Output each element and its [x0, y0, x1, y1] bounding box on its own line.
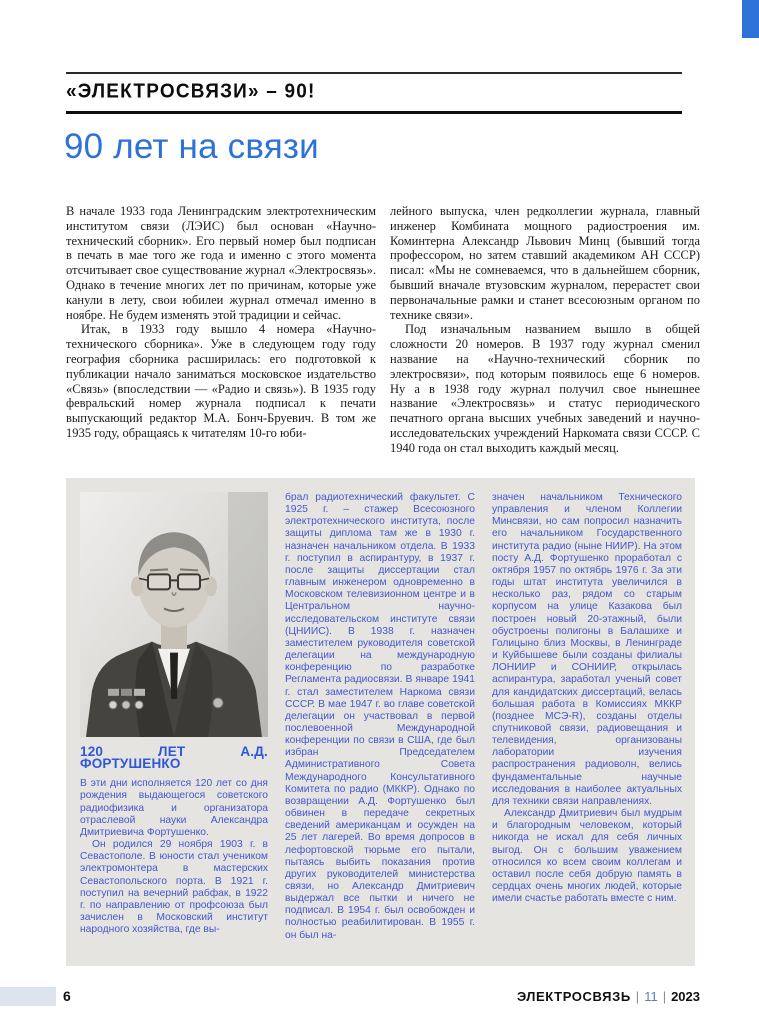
- article-column-right: [390, 204, 700, 456]
- footer-page-number: 6: [63, 988, 71, 1004]
- infobox-paragraph: брал радиотехнический факультет. С 1925 г. – стажер Всесоюзного электротехнического института, после защиты диплома там же в 1930 г. назначен начальником отдела. В 1933 г. поступил в аспирантуру, в 1937 г. после защиты диссертации стал главным инженером одновременно в Московском телевизионном центре и в Центральном научно-исследовательском институте связи (ЦНИИС). В 1938 г. назначен заместителем руководителя советской делегации на международную конференцию по разработке Регламента радиосвязи. В январе 1941 г. стал заместителем Наркома связи СССР. В мае 1947 г. во главе советской делегации он участвовал в первой послевоенной Международной конференции по связи в США, где был избран Председателем Административного Совета Международного Консультативного Комитета по радио (МККР). Однако по возвращении А.Д. Фортушенко был обвинен в передаче секретных сведений американцам и осужден на 25 лет лагерей. Во время допросов в лефортовской тюрьме его пытали, пытаясь выбить показания против других руководителей министерства связи, но Александр Дмитриевич выдержал все пытки и ничего не подписал. В 1954 г. был освобожден и полностью реабилитирован. В 1955 г. он был на-: [285, 492, 475, 941]
- infobox-column-2: [285, 492, 475, 954]
- footer-issue-number: 11: [644, 989, 658, 1004]
- corner-accent-tab: [742, 0, 759, 38]
- footer-year: 2023: [671, 989, 700, 1004]
- footer-accent-band: [0, 987, 56, 1006]
- paragraph: В начале 1933 года Ленинградским электротехническим институтом связи (ЛЭИС) был основан «Научно-технический сборник». Его первый номер был подписан в печать в мае того же года и именно с этого момента отсчитывает свое существование журнал «Электросвязь». Однако в течение многих лет по причинам, которые уже канули в лету, свои юбилеи журнал отмечал именно в ноябре. Не будем изменять этой традиции и сейчас.: [66, 204, 376, 322]
- article-title: 90 лет на связи: [64, 127, 319, 166]
- article-body: [66, 204, 700, 456]
- portrait-photo: [80, 492, 268, 737]
- paragraph: Итак, в 1933 году вышло 4 номера «Научно-технического сборника». Уже в следующем году году география сборника расширилась: его подготовкой к публикации начало заниматься московское издательство «Связь» (впоследствии — «Радио и связь»). В 1935 году февральский номер журнала подписал к печати выпускающий редактор М.А. Бонч-Бруевич. В том же 1935 году, обращаясь к читателям 10-го юби-: [66, 322, 376, 440]
- infobox-paragraph: В эти дни исполняется 120 лет со дня рождения выдающегося советского радиофизика и организатора отраслевой науки Александра Дмитриевича Фортушенко.: [80, 778, 268, 838]
- paragraph: лейного выпуска, член редколлегии журнала, главный инженер Комбината мощного радиостроения им. Коминтерна Александр Львович Минц (бывший тогда профессором, но затем ставший академиком АН СССР) писал: «Мы не сомневаемся, что в дальнейшем сборник, бывший вначале втузовским журналом, перерастет свои первоначальные рамки и станет всесоюзным органом по технике связи».: [390, 204, 700, 322]
- infobox-column-3: [492, 492, 682, 954]
- footer-journal-name: ЭЛЕКТРОСВЯЗЬ: [516, 989, 631, 1004]
- footer-separator: |: [635, 989, 640, 1004]
- infobox-heading: 120 ЛЕТ А.Д. ФОРТУШЕНКО: [80, 744, 268, 772]
- article-column-left: [66, 204, 376, 456]
- infobox-paragraph: Он родился 29 ноября 1903 г. в Севастополе. В юности стал учеником электромонтера в мастерских Севастопольского порта. В 1921 г. поступил на вечерний рабфак, в 1922 г. по направлению от профсоюза был зачислен в Московский институт народного хозяйства, где вы-: [80, 839, 268, 936]
- paragraph: Под изначальным названием вышло в общей сложности 20 номеров. В 1937 году журнал сменил название на «Научно-технический сборник по электросвязи», под которым появилось еще 6 номеров. Ну а в 1938 году журнал получил свое нынешнее название «Электросвязь» и статус периодического печатного органа высших учебных заведений и научно-исследовательских учреждений Наркомата связи СССР. С 1940 года он стал выходить каждый месяц.: [390, 322, 700, 455]
- infobox: [66, 478, 695, 966]
- footer-separator: |: [662, 989, 667, 1004]
- infobox-paragraph: значен начальником Технического управления и членом Коллегии Минсвязи, но сам попросил назначить его начальником Государственного института радио (ныне НИИР). На этом посту А.Д. Фортушенко проработал с октября 1957 по октябрь 1976 г. За эти годы штат института увеличился в несколько раз, рядом со старым корпусом на улице Казакова был построен новый 20-этажный, были обустроены полигоны в Балашихе и Голицыно близ Москвы, в Ленинграде и Куйбышеве были созданы филиалы ЛОНИИР и СОНИИР, открылась аспирантура, заработал ученый совет для кандидатских диссертаций, велась большая работа в Комиссиях МККР (позднее МСЭ-R), созданы отделы спутниковой связи, радиовещания и телевидения, организованы лаборатории изучения распространения радиоволн, велись фундаментальные научные исследования в наиболее актуальных для техники связи направлениях.: [492, 492, 682, 807]
- section-kicker: [66, 72, 682, 114]
- footer-journal-line: [517, 989, 700, 1004]
- infobox-paragraph: Александр Дмитриевич был мудрым и благородным человеком, который никогда не искал для себя личных выгод. Он с большим уважением относился ко всем своим коллегам и оставил после себя добрую память в сердцах очень многих людей, которые имели счастье работать вместе с ним.: [492, 808, 682, 905]
- infobox-column-1: [80, 492, 268, 954]
- section-kicker-label: «ЭЛЕКТРОСВЯЗИ» – 90!: [66, 80, 316, 103]
